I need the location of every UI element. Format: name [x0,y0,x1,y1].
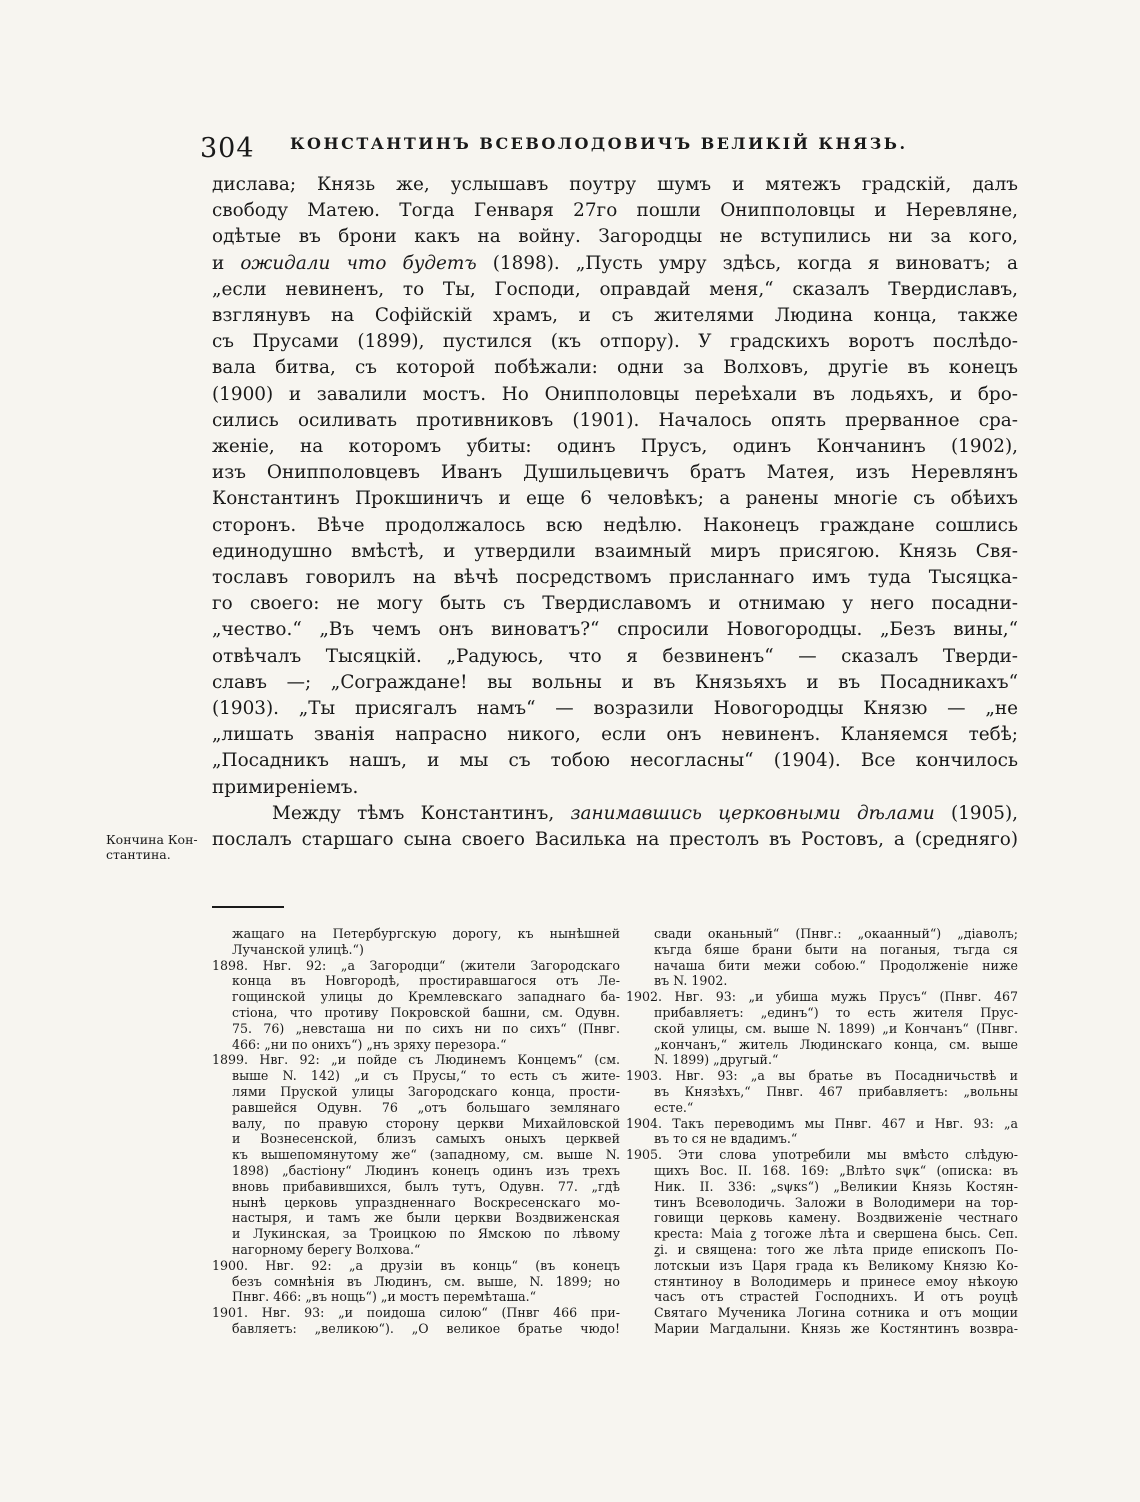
main-line: дислава; Князь же, услышавъ поутру шумъ и мятежъ градскій, далъ [212,174,1018,195]
running-title: КОНСТАНТИНЪ ВСЕВОЛОДОВИЧЪ ВЕЛИКІЙ КНЯЗЬ. [290,134,908,153]
main-line: го своего: не могу быть съ Твердиславомъ и отнимаю у него посадни- [212,593,1018,615]
footnote-line: къ вышепомянутому же“ (западному, см. выше N. [232,1147,620,1163]
footnote-line: Святаго Мученика Логина сотника и отъ мощии [654,1305,1018,1321]
main-line: сились осиливать противниковъ (1901). Началось опять прерванное сра- [212,409,1018,431]
footnote-line: и Лукинская, за Троицкою по Ямскою по лѣвому [232,1226,620,1242]
main-line: „лишать званія напрасно никого, если онъ невиненъ. Кланяемся тебѣ; [212,724,1018,746]
footnote-line: говищи церковь камену. Воздвиженіе честнаго [654,1210,1018,1226]
main-line: свободу Матею. Тогда Генваря 27го пошли Онипполовцы и Неревляне, [212,200,1018,222]
footnote-line: 1898. Нвг. 92: „а Загородци“ (жители Загородскаго [212,957,620,973]
footnote-line: N. 1899) „другый.“ [654,1052,779,1068]
main-line: славъ —; „Сограждане! вы вольны и въ Князьяхъ и въ Посадникахъ“ [212,671,1018,693]
main-line: примиреніемъ. [212,776,359,798]
main-line: сторонъ. Вѣче продолжалось всю недѣлю. Наконецъ граждане сошлись [212,514,1018,536]
emphasis: занимавшись церковными дѣлами [570,802,935,824]
footnote-line: нынѣ церковь упраздненнаго Воскресенскаго мо- [232,1194,620,1210]
footnote-line: вновь прибавившихся, былъ тутъ, Одувн. 77. „гдѣ [232,1178,620,1194]
footnote-line: къгда бяше брани быти на поганыя, тъгда ся [654,941,1018,957]
main-line: (1900) и завалили мостъ. Но Онипполовцы переѣхали въ лодьяхъ, и бро- [212,383,1018,405]
footnote-line: 1899. Нвг. 92: „и пойде съ Людинемъ Концемъ“ (см. [212,1052,620,1068]
footnote-line: стіона, что противу Покровской башни, см. Одувн. [232,1004,620,1020]
footnote-line: 1901. Нвг. 93: „и поидоша силою“ (Пнвг 466 при- [212,1305,620,1321]
footnote-line: нагорному берегу Волхова.“ [232,1241,421,1257]
main-line: изъ Онипполовцевъ Иванъ Душильцевичъ братъ Матея, изъ Неревлянъ [212,462,1018,484]
footnotes-right-column [626,926,1018,1337]
footnote-line: 1904. Такъ переводимъ мы Пнвг. 467 и Нвг. 93: „а [626,1115,1018,1131]
footnote-line: 1898) „бастіону“ Людинъ конецъ одинъ изъ трехъ [232,1162,620,1178]
footnote-line: выше N. 142) „и съ Прусы,“ то есть съ жите- [232,1068,620,1084]
main-line: и ожидали что будетъ (1898). „Пусть умру здѣсь, когда я виноватъ; а [212,252,1018,274]
footnote-line: лотскыи изъ Царя града къ Великому Князю Ко- [654,1257,1018,1273]
main-line: единодушно вмѣстѣ, и утвердили взаимный миръ присягою. Князь Свя- [212,540,1018,562]
main-line: вала битва, съ которой побѣжали: одни за Волховъ, другіе въ конецъ [212,357,1018,379]
footnote-line: въ N. 1902. [654,973,728,989]
footnote-line: гощинской улицы до Кремлевскаго западнаго ба- [232,989,620,1005]
footnote-line: начаша бити межи собою.“ Продолженіе ниже [654,957,1018,973]
footnote-line: бавляетъ: „великою“). „О великое братье чюдо! [232,1320,620,1336]
main-line: „чество.“ „Въ чемъ онъ виноватъ?“ спросили Новогородцы. „Безъ вины,“ [212,619,1018,641]
main-line: Между тѣмъ Константинъ, занимавшись церковными дѣлами (1905), [272,802,1018,824]
main-line: взглянувъ на Софійскій храмъ, и съ жителями Людина конца, также [212,305,1018,327]
footnote-line: 1905. Эти слова употребили мы вмѣсто слѣдую- [626,1147,1018,1163]
main-line: тославъ говорилъ на вѣчѣ посредствомъ присланнаго имъ туда Тысяцка- [212,567,1018,589]
page-number: 304 [200,133,255,164]
footnote-line: ꙁі. и священа: того же лѣта приде епископъ По- [654,1241,1018,1257]
main-line: „если невиненъ, то Ты, Господи, оправдай меня,“ сказалъ Твердиславъ, [212,278,1018,300]
footnote-line: Марии Магдалыни. Князь же Костянтинъ возвра- [654,1320,1018,1336]
footnote-line: настыря, и тамъ же были церкви Воздвиженская [232,1210,620,1226]
footnote-line: ской улицы, см. выше N. 1899) „и Кончанъ“ (Пнвг. [654,1020,1018,1036]
footnote-rule [212,906,284,908]
footnote-line: Ник. II. 336: „ѕψкѕ“) „Великии Князь Костян- [654,1178,1018,1194]
footnote-line: прибавляетъ: „единъ“) то есть жителя Прус- [654,1004,1018,1020]
main-line: Константинъ Прокшиничъ и еще 6 человѣкъ; а ранены многіе съ обѣихъ [212,488,1018,510]
footnote-line: „кончанъ,“ житель Людинскаго конца, см. выше [654,1036,1018,1052]
main-text [212,172,1018,853]
footnote-line: часъ отъ страстей Господнихъ. И отъ роуцѣ [654,1289,1018,1305]
emphasis: ожидали что будетъ [240,252,477,274]
margin-note: Кончина Кон- стантина. [106,832,198,862]
footnote-line: въ Князѣхъ,“ Пнвг. 467 прибавляетъ: „вольны [654,1083,1018,1099]
footnote-line: есте.“ [654,1099,694,1115]
footnote-line: 1903. Нвг. 93: „а вы братье въ Посадничьствѣ и [626,1068,1018,1084]
footnote-line: лями Пруской улицы Загородскаго конца, прости- [232,1083,620,1099]
footnote-line: свади оканьный“ (Пнвг.: „окаанный“) „діаволъ; [654,926,1018,941]
footnote-line: Лучанской улицѣ.“) [232,941,364,957]
footnotes-left-column [212,926,620,1337]
footnote-line: щихъ Вос. II. 168. 169: „Влѣто ѕψк“ (описка: въ [654,1162,1018,1178]
main-line: „Посадникъ нашъ, и мы съ тобою несогласны“ (1904). Все кончилось [212,750,1018,772]
main-line: одѣтые въ брони какъ на войну. Загородцы не вступились ни за кого, [212,226,1018,248]
footnote-line: стянтиноу в Володимерь и принесе емоу нѣкоую [654,1273,1018,1289]
main-line: женіе, на которомъ убиты: одинъ Прусъ, одинъ Кончанинъ (1902), [212,436,1018,458]
main-line: послалъ старшаго сына своего Василька на престолъ въ Ростовъ, а (средняго) [212,829,1018,851]
footnote-line: 466: „ни по онихъ“) „нъ зряху перезора.“ [232,1036,507,1052]
footnote-line: 1900. Нвг. 92: „а друзіи въ конць“ (въ конецъ [212,1257,620,1273]
footnote-line: валу, по правую сторону церкви Михайловской [232,1115,620,1131]
main-line: съ Прусами (1899), пустился (къ отпору). У градскихъ воротъ послѣдо- [212,331,1018,353]
main-line: отвѣчалъ Тысяцкій. „Радуюсь, что я безвиненъ“ — сказалъ Тверди- [212,645,1018,667]
footnote-line: конца въ Новгородѣ, простиравшагося отъ Ле- [232,973,620,989]
footnote-line: и Вознесенской, близъ самыхъ оныхъ церквей [232,1131,620,1147]
footnote-line: равшейся Одувн. 76 „отъ большаго землянаго [232,1099,620,1115]
footnote-line: 75. 76) „невсташа ни по сихъ ни по сихъ“ (Пнвг. [232,1020,620,1036]
footnote-line: безъ сомнѣнія въ Людинъ, см. выше, N. 1899; но [232,1273,620,1289]
footnote-line: 1902. Нвг. 93: „и убиша мужь Прусъ“ (Пнвг. 467 [626,989,1018,1005]
footnote-line: креста: Маіа ꙁ тогоже лѣта и свершена бысь. Сеп. [654,1226,1018,1242]
footnote-line: въ то ся не вдадимъ.“ [654,1131,798,1147]
main-line: (1903). „Ты присягалъ намъ“ — возразили Новогородцы Князю — „не [212,698,1018,720]
footnote-line: Пнвг. 466: „въ нощь“) „и мостъ перемѣташа.“ [232,1289,537,1305]
footnote-line: жащаго на Петербургскую дорогу, къ нынѣшней [232,926,620,941]
footnote-line: тинъ Всеволодичь. Заложи в Володимери на тор- [654,1194,1018,1210]
